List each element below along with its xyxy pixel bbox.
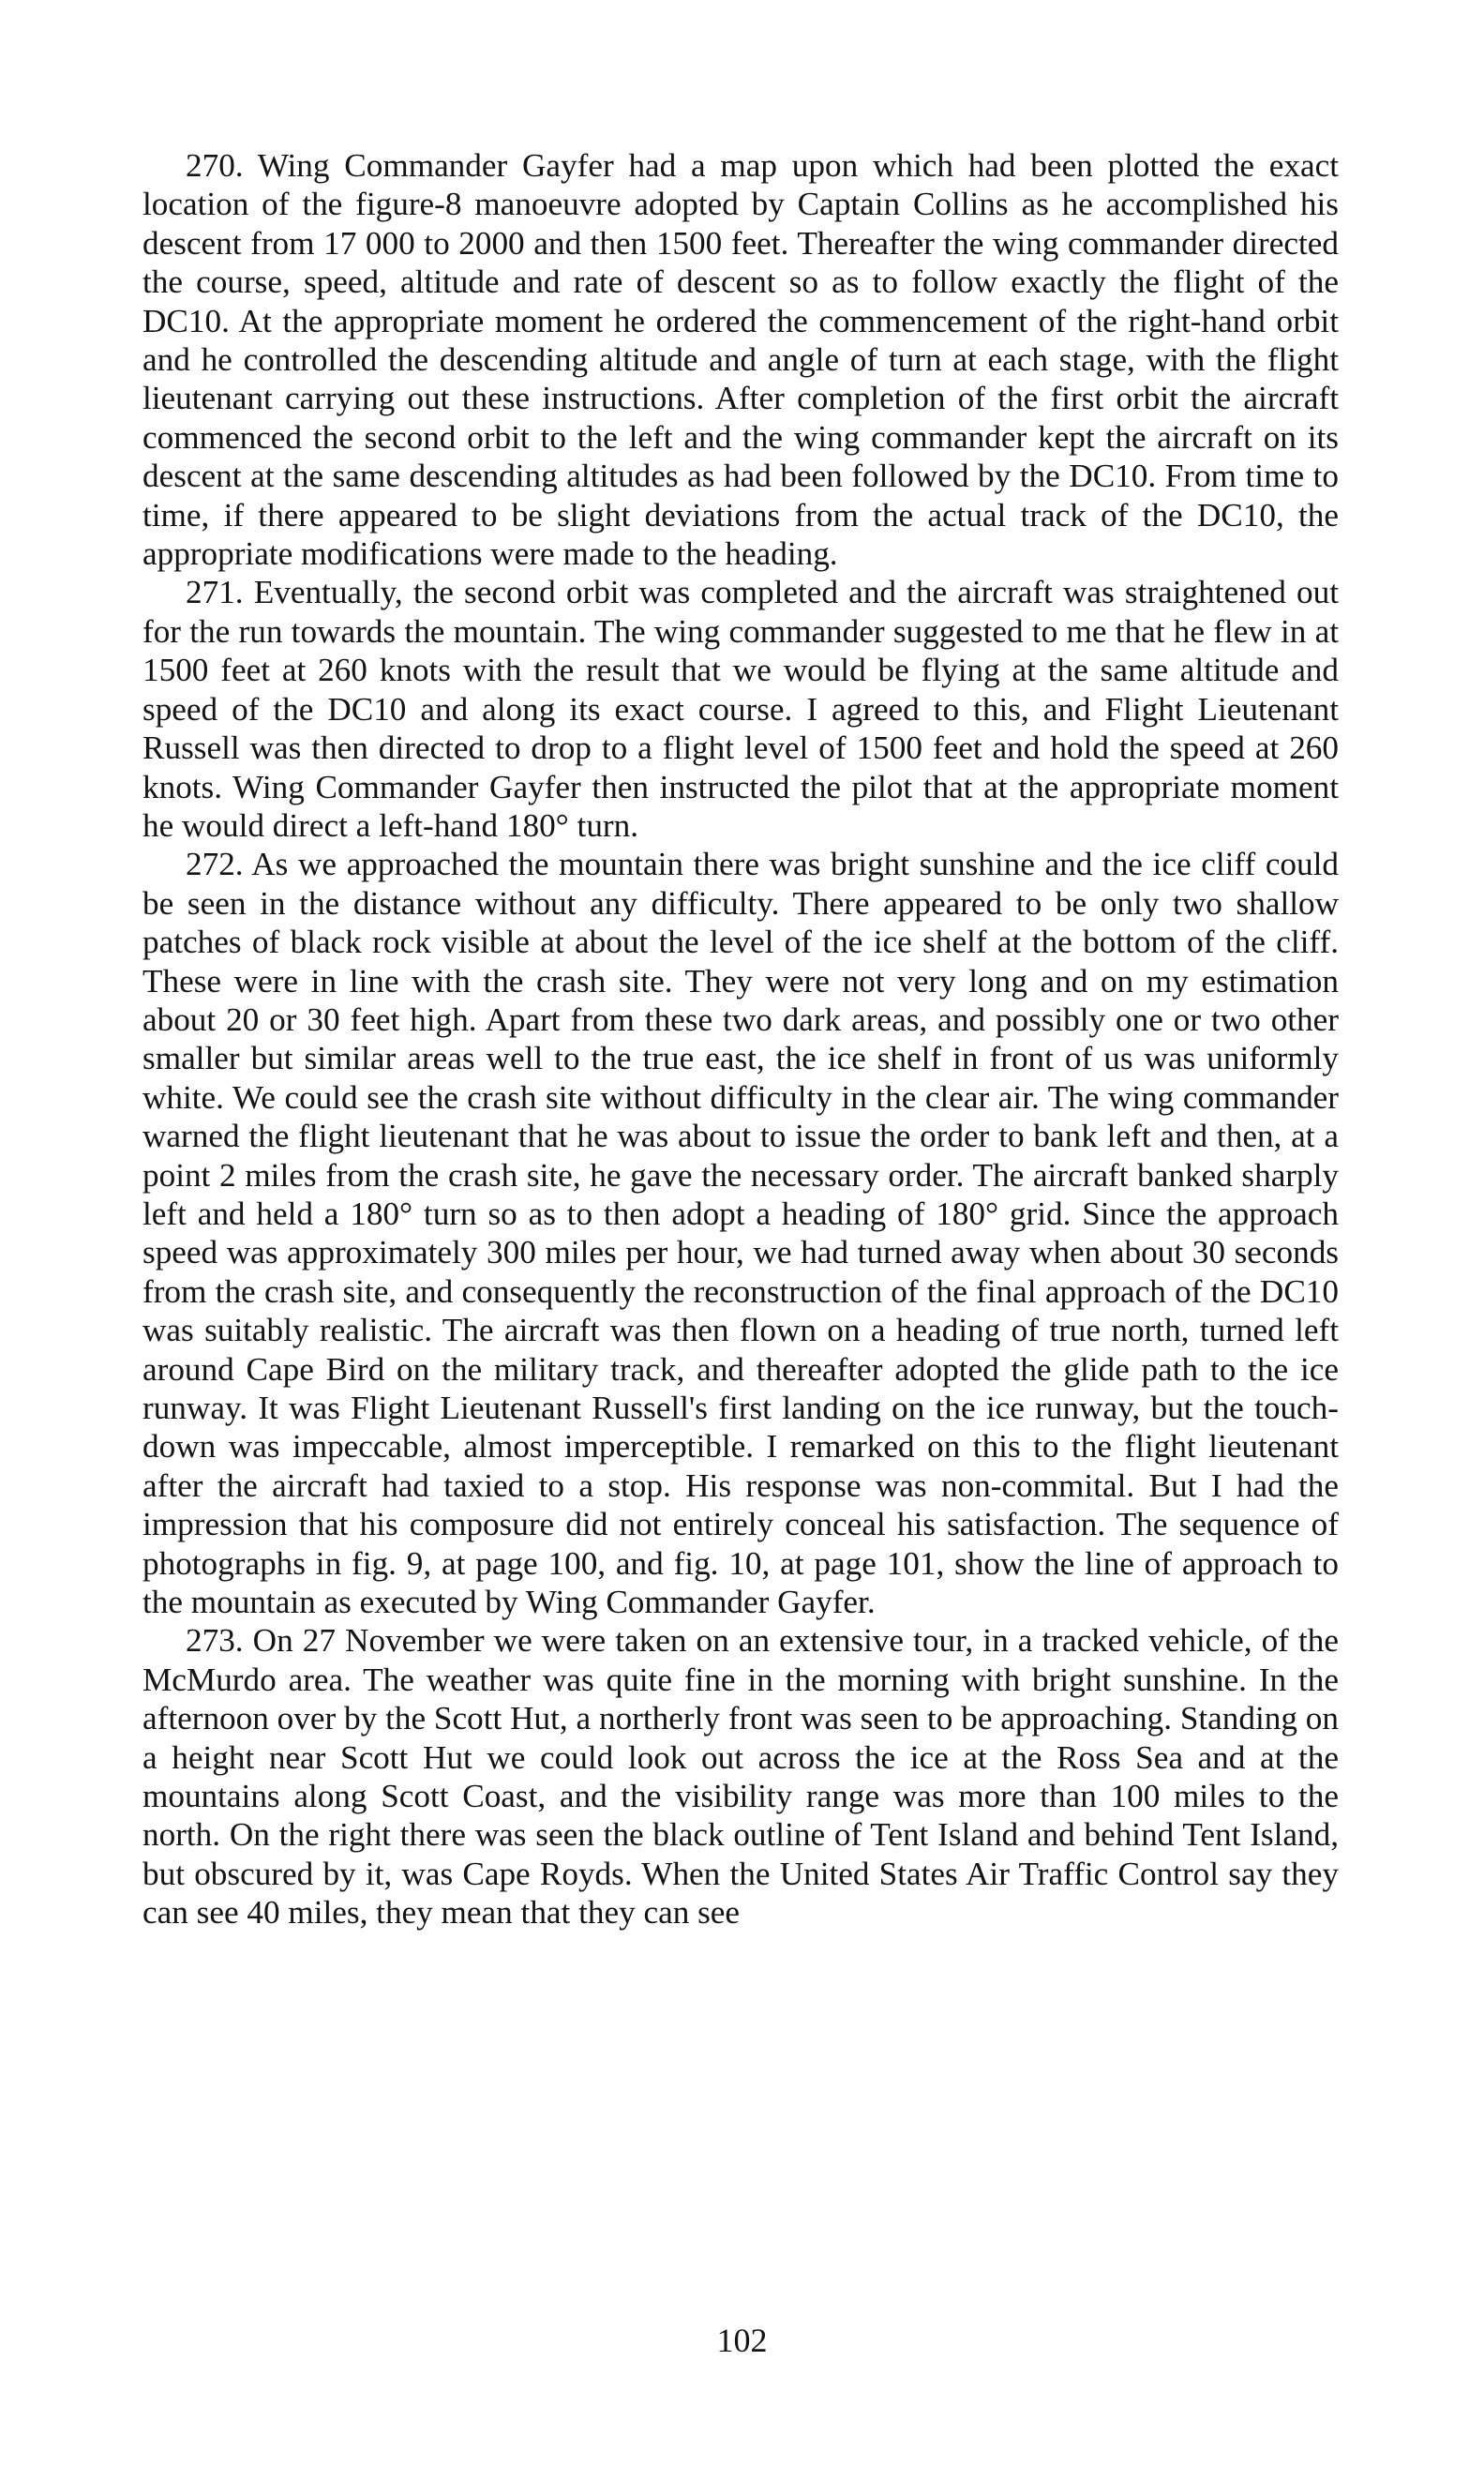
paragraph-271: 271. Eventually, the second orbit was completed and the aircraft was straightened out for the run towards the mountain. The wing commander suggested to me that he flew in at 1500 feet at 260 knots with the result that we would be flying at the same altitude and speed of the DC10 and along its exact course. I agreed to this, and Flight Lieutenant Russell was then directed to drop to a flight level of 1500 feet and hold the speed at 260 knots. Wing Commander Gayfer then instructed the pilot that at the appropriate moment he would direct a left-hand 180° turn.	[142, 574, 1339, 844]
paragraph-273: 273. On 27 November we were taken on an extensive tour, in a tracked vehicle, of the McMurdo area. The weather was quite fine in the morning with bright sunshine. In the afternoon over by the Scott Hut, a northerly front was seen to be approaching. Standing on a height near Scott Hut we could look out across the ice at the Ross Sea and at the mountains along Scott Coast, and the visibility range was more than 100 miles to the north. On the right there was seen the black outline of Tent Island and behind Tent Island, but obscured by it, was Cape Royds. When the United States Air Traffic Control say they can see 40 miles, they mean that they can see	[142, 1622, 1339, 1932]
page-number: 102	[716, 2322, 768, 2359]
paragraph-270: 270. Wing Commander Gayfer had a map upon which had been plotted the exact location of the figure-8 manoeuvre adopted by Captain Collins as he accomplished his descent from 17 000 to 2000 and then 1500 feet. Thereafter the wing commander directed the course, speed, altitude and rate of descent so as to follow exactly the flight of the DC10. At the appropriate moment he ordered the commencement of the right-hand orbit and he controlled the descending altitude and angle of turn at each stage, with the flight lieutenant carrying out these instructions. After completion of the first orbit the aircraft commenced the second orbit to the left and the wing commander kept the aircraft on its descent at the same descending altitudes as had been followed by the DC10. From time to time, if there appeared to be slight deviations from the actual track of the DC10, the appropriate modifications were made to the heading.	[142, 147, 1339, 573]
paragraph-272: 272. As we approached the mountain there was bright sunshine and the ice cliff could be seen in the distance without any difficulty. There appeared to be only two shallow patches of black rock visible at about the level of the ice shelf at the bottom of the cliff. These were in line with the crash site. They were not very long and on my estimation about 20 or 30 feet high. Apart from these two dark areas, and possibly one or two other smaller but similar areas well to the true east, the ice shelf in front of us was uniformly white. We could see the crash site without difficulty in the clear air. The wing commander warned the flight lieutenant that he was about to issue the order to bank left and then, at a point 2 miles from the crash site, he gave the necessary order. The aircraft banked sharply left and held a 180° turn so as to then adopt a heading of 180° grid. Since the approach speed was approximately 300 miles per hour, we had turned away when about 30 seconds from the crash site, and consequently the reconstruction of the final approach of the DC10 was suitably realistic. The aircraft was then flown on a heading of true north, turned left around Cape Bird on the military track, and thereafter adopted the glide path to the ice runway. It was Flight Lieutenant Russell's first landing on the ice runway, but the touch-down was impeccable, almost imperceptible. I remarked on this to the flight lieutenant after the aircraft had taxied to a stop. His response was non-commital. But I had the impression that his composure did not entirely conceal his satisfaction. The sequence of photographs in fig. 9, at page 100, and fig. 10, at page 101, show the line of approach to the mountain as executed by Wing Commander Gayfer.	[142, 846, 1339, 1621]
page-body	[142, 146, 1339, 1932]
